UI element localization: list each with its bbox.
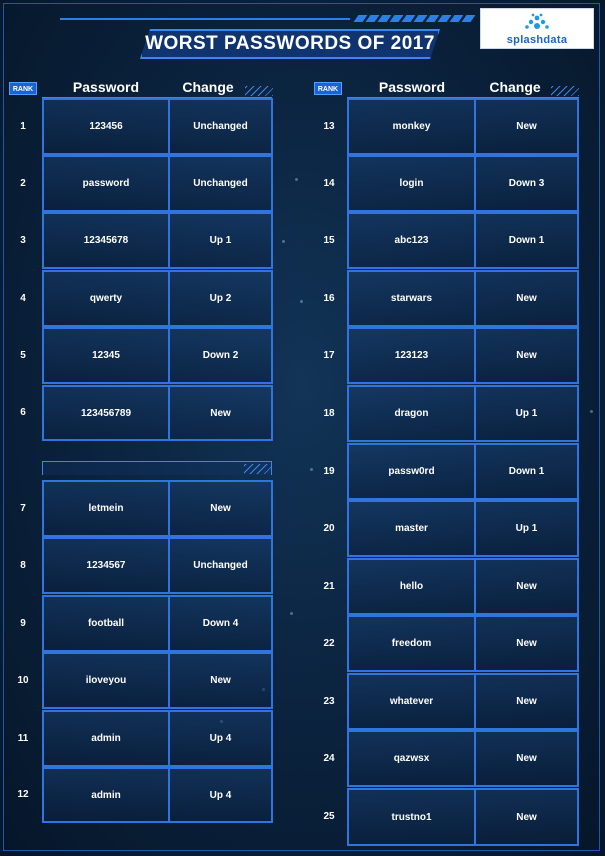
password-cell: master bbox=[347, 500, 476, 557]
change-cell: New bbox=[168, 652, 273, 709]
password-cell: password bbox=[42, 155, 170, 212]
star-dot bbox=[290, 612, 293, 615]
rank-number: 3 bbox=[20, 234, 26, 246]
password-cell: qazwsx bbox=[347, 730, 476, 787]
password-cell: passw0rd bbox=[347, 443, 476, 500]
change-cell: New bbox=[168, 385, 273, 441]
rank-number: 9 bbox=[20, 617, 26, 629]
star-dot bbox=[282, 240, 285, 243]
rank-number: 25 bbox=[323, 811, 335, 822]
rank-number: 8 bbox=[20, 559, 26, 571]
change-cell: Up 1 bbox=[474, 385, 579, 442]
rank-number: 6 bbox=[20, 407, 26, 418]
password-cell: starwars bbox=[347, 270, 476, 327]
change-cell: Up 1 bbox=[474, 500, 579, 557]
top-decor-stripes bbox=[356, 15, 473, 22]
password-cell: dragon bbox=[347, 385, 476, 442]
change-cell: New bbox=[474, 270, 579, 327]
rank-number: 17 bbox=[323, 349, 335, 361]
rank-number: 11 bbox=[17, 732, 29, 744]
rank-number: 10 bbox=[17, 674, 29, 686]
top-decor-line bbox=[60, 18, 350, 20]
password-cell: qwerty bbox=[42, 270, 170, 327]
password-cell: 12345 bbox=[42, 327, 170, 384]
rank-number: 4 bbox=[20, 292, 26, 304]
password-cell: 1234567 bbox=[42, 537, 170, 594]
password-cell: hello bbox=[347, 558, 476, 615]
change-cell: New bbox=[168, 480, 273, 537]
password-cell: 12345678 bbox=[42, 212, 170, 269]
star-dot bbox=[300, 300, 303, 303]
group-header-tab bbox=[42, 461, 272, 475]
change-cell: Up 1 bbox=[168, 212, 273, 269]
change-cell: New bbox=[474, 788, 579, 846]
rank-number: 12 bbox=[17, 789, 29, 800]
rank-header-badge: RANK bbox=[314, 82, 342, 95]
change-cell: Up 4 bbox=[168, 710, 273, 767]
change-cell: Up 4 bbox=[168, 767, 273, 823]
change-cell: Unchanged bbox=[168, 98, 273, 155]
rank-number: 22 bbox=[323, 637, 335, 649]
rank-number: 15 bbox=[323, 234, 335, 246]
rank-number: 16 bbox=[323, 292, 335, 304]
rank-number: 18 bbox=[323, 407, 335, 419]
rank-number: 19 bbox=[323, 465, 335, 477]
change-cell: Down 4 bbox=[168, 595, 273, 652]
rank-number: 5 bbox=[20, 349, 26, 361]
change-cell: New bbox=[474, 98, 579, 155]
password-cell: 123456 bbox=[42, 98, 170, 155]
password-cell: football bbox=[42, 595, 170, 652]
password-cell: trustno1 bbox=[347, 788, 476, 846]
change-cell: Up 2 bbox=[168, 270, 273, 327]
rank-number: 2 bbox=[20, 177, 26, 189]
password-cell: login bbox=[347, 155, 476, 212]
password-cell: admin bbox=[42, 767, 170, 823]
rank-number: 20 bbox=[323, 522, 335, 534]
change-cell: Down 3 bbox=[474, 155, 579, 212]
password-cell: whatever bbox=[347, 673, 476, 730]
logo-text: splashdata bbox=[506, 34, 568, 46]
rank-number: 1 bbox=[20, 120, 26, 132]
password-cell: 123456789 bbox=[42, 385, 170, 441]
change-cell: Unchanged bbox=[168, 537, 273, 594]
password-cell: abc123 bbox=[347, 212, 476, 269]
rank-number: 14 bbox=[323, 177, 335, 189]
star-dot bbox=[310, 468, 313, 471]
password-column-header: Password bbox=[72, 79, 140, 95]
rank-number: 13 bbox=[323, 120, 335, 132]
page-title: WORST PASSWORDS OF 2017 bbox=[145, 33, 435, 54]
rank-number: 23 bbox=[323, 695, 335, 707]
change-cell: Down 2 bbox=[168, 327, 273, 384]
rank-number: 24 bbox=[323, 752, 335, 764]
password-cell: letmein bbox=[42, 480, 170, 537]
password-cell: 123123 bbox=[347, 327, 476, 384]
change-column-header: Change bbox=[182, 79, 234, 95]
rank-number: 7 bbox=[20, 502, 26, 514]
change-column-header: Change bbox=[489, 79, 541, 95]
header-hatch bbox=[245, 86, 273, 96]
star-dot bbox=[590, 410, 593, 413]
change-cell: Down 1 bbox=[474, 443, 579, 500]
password-cell: freedom bbox=[347, 615, 476, 672]
change-cell: New bbox=[474, 615, 579, 672]
password-column-header: Password bbox=[378, 79, 446, 95]
change-cell: New bbox=[474, 730, 579, 787]
password-cell: iloveyou bbox=[42, 652, 170, 709]
star-dot bbox=[295, 178, 298, 181]
change-cell: Down 1 bbox=[474, 212, 579, 269]
splash-icon bbox=[519, 12, 555, 34]
change-cell: New bbox=[474, 327, 579, 384]
password-cell: monkey bbox=[347, 98, 476, 155]
change-cell: Unchanged bbox=[168, 155, 273, 212]
group-hatch bbox=[244, 464, 272, 474]
password-cell: admin bbox=[42, 710, 170, 767]
header-hatch bbox=[551, 86, 579, 96]
rank-number: 21 bbox=[323, 580, 335, 592]
splashdata-logo bbox=[480, 8, 594, 49]
change-cell: New bbox=[474, 558, 579, 615]
rank-header-badge: RANK bbox=[9, 82, 37, 95]
change-cell: New bbox=[474, 673, 579, 730]
